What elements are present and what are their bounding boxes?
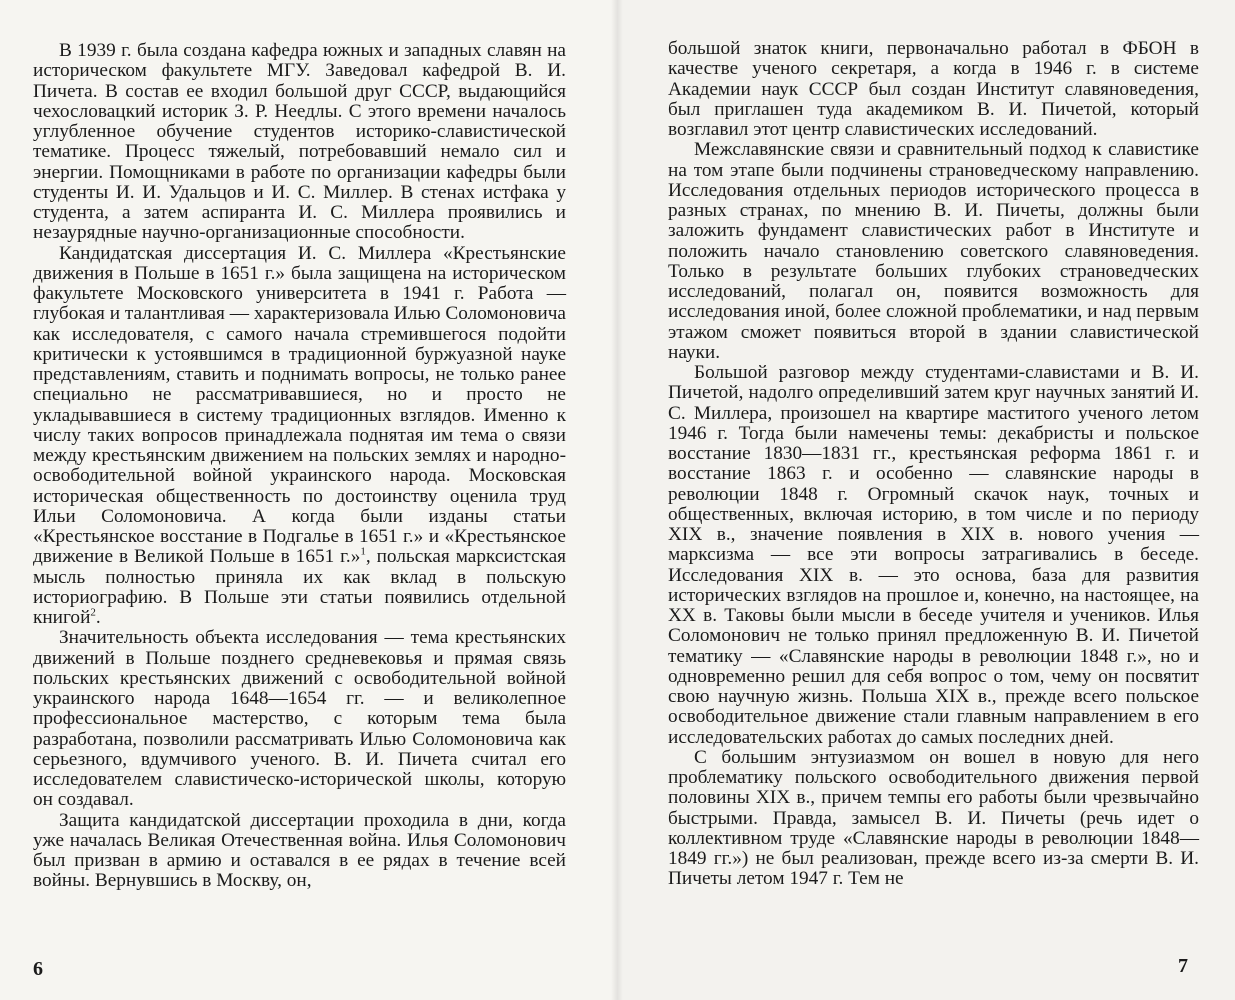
left-paragraph-2-continued: польская марксистская мысль полностью приняла их как вклад в польскую историографию. В Польше эти статьи появились отдельной книгой: [33, 546, 567, 628]
left-paragraph-4: Защита кандидатской диссертации проходила в дни, когда уже началась Великая Отечественная война. Илья Соломонович был призван в армию и оставался в ее рядах в течение всей войны. Вернувшись в Москву, он,: [33, 809, 566, 892]
left-page: [0, 0, 617, 1000]
left-page-text: [33, 41, 566, 892]
right-paragraph-3: Большой разговор между студентами-славистами и В. И. Пичетой, надолго определивший затем круг научных занятий И. С. Миллера, произошел на квартире маститого ученого летом 1946 г. Тогда были намечены темы: декабристы и польское восстание 1830—1831 гг., крестьянская реформа 1861 г. и восстание 1863 г. и особенно — славянские народы в революции 1848 г. Огромный скачок наук, точных и общественных, включая историю, в том числе и по периоду XIX в., значение появления в XIX в. нового учения — марксизма — все эти вопросы затрагивались в беседе. Исследования XIX в. — это основа, база для развития исторических взглядов на прошлое и, конечно, на настоящее, на XX в. Таковы были мысли в беседе учителя и учеников. Илья Соломонович не только принял предложенную В. И. Пичетой тематику — «Славянские народы в революции 1848 г.», но и одновременно решил для себя вопрос о том, чему он посвятит свою научную жизнь. Польша XIX в., прежде всего польское освободительное движение стали главным направлением в его исследовательских работах до самых последних дней.: [668, 362, 1199, 748]
left-paragraph-2-text: Кандидатская диссертация И. С. Миллера «Крестьянские движения в Польше в 1651 г.» была защищена на историческом факультете Московского университета в 1941 г. Работа — глубокая и талантливая — характеризовала Илью Соломоновича как исследователя, с самого начала стремившегося подойти критически к устоявшимся в традиционной буржуазной науке представлениям, ставить и поднимать вопросы, не только ранее специально не рассматривавшиеся, но и просто не укладывавшиеся в систему традиционных взглядов. Именно к числу таких вопросов принадлежала поднятая им тема о связи между крестьянским движением на польских землях и народно-освободительной войной украинского народа. Московская историческая общественность по достоинству оценила труд Ильи Соломоновича. А когда были изданы статьи «Крестьянское восстание в Подгалье в 1651 г.» и «Крестьянское движение в Великой Польше в 1651 г.»: [33, 242, 566, 568]
page-number-left: 6: [33, 958, 43, 980]
footnote-marker-2: 2: [90, 606, 96, 619]
right-paragraph-4: С большим энтузиазмом он вошел в новую для него проблематику польского освободительного движения первой половины XIX в., причем темпы его работы были чрезвычайно быстрыми. Правда, замысел В. И. Пичеты (речь идет о коллективном труде «Славянские народы в революции 1848—1849 гг.») не был реализован, прежде всего из-за смерти В. И. Пичеты летом 1947 г. Тем не: [668, 746, 1199, 890]
left-paragraph-3: Значительность объекта исследования — тема крестьянских движений в Польше позднего средневековья и прямая связь польских крестьянских движений с освободительной войной украинского народа 1648—1654 гг. — и великолепное профессиональное мастерство, с которым тема была разработана, позволили рассматривать Илью Соломоновича как серьезного, вдумчивого ученого. В. И. Пичета считал его исследователем славистическо-исторической школы, которую он создавал.: [33, 627, 566, 811]
right-page: [617, 0, 1235, 1000]
footnote-marker-1: 1: [360, 545, 366, 558]
left-paragraph-2: Кандидатская диссертация И. С. Миллера «Крестьянские движения в Польше в 1651 г.» была защищена на историческом факультете Московского университета в 1941 г. Работа — глубокая и талантливая — характеризовала Илью Соломоновича как исследователя, с самого начала стремившегося подойти критически к устоявшимся в традиционной буржуазной науке представлениям, ставить и поднимать вопросы, не только ранее специально не рассматривавшиеся, но и просто не укладывавшиеся в систему традиционных взглядов. Именно к числу таких вопросов принадлежала поднятая им тема о связи между крестьянским движением на польских землях и народно-освободительной войной украинского народа. Московская историческая общественность по достоинству оценила труд Ильи Соломоновича. А когда были изданы статьи «Крестьянское восстание в Подгалье в 1651 г.» и «Крестьянское движение в Великой Польше в 1651 г.»$^1$, польская марксистская мысль полностью приняла их как вклад в польскую историографию. В Польше эти статьи появились отдельной книгой$^2$.: [33, 242, 567, 628]
right-page-text: [668, 39, 1199, 890]
right-paragraph-2: Межславянские связи и сравнительный подход к славистике на том этапе были подчинены страноведческому направлению. Исследования отдельных периодов исторического процесса в разных странах, по мнению В. И. Пичеты, должны были заложить фундамент славистических работ в Институте и положить начало становлению советского славяноведения. Только в результате больших глубоких страноведческих исследований, полагал он, появится возможность для исследования иной, более сложной проблематики, и над первым этажом сможет появиться второй в здании славистической науки.: [668, 139, 1199, 363]
left-paragraph-1: В 1939 г. была создана кафедра южных и западных славян на историческом факультете МГУ. Заведовал кафедрой В. И. Пичета. В состав ее входил большой друг СССР, выдающийся чехословацкий историк З. Р. Неедлы. С этого времени началось углубленное обучение студентов историко-славистической тематике. Процесс тяжелый, потребовавший немало сил и энергии. Помощниками в работе по организации кафедры были студенты И. И. Удальцов и И. С. Миллер. В стенах истфака у студента, а затем аспиранта И. С. Миллера проявились и незаурядные научно-организационные способности.: [33, 40, 566, 244]
right-paragraph-1: большой знаток книги, первоначально работал в ФБОН в качестве ученого секретаря, а когда в 1946 г. в системе Академии наук СССР был создан Институт славяноведения, был приглашен туда академиком В. И. Пичетой, который возглавил этот центр славистических исследований.: [668, 38, 1199, 140]
book-gutter: [611, 0, 623, 1000]
page-number-right: 7: [1178, 955, 1188, 977]
